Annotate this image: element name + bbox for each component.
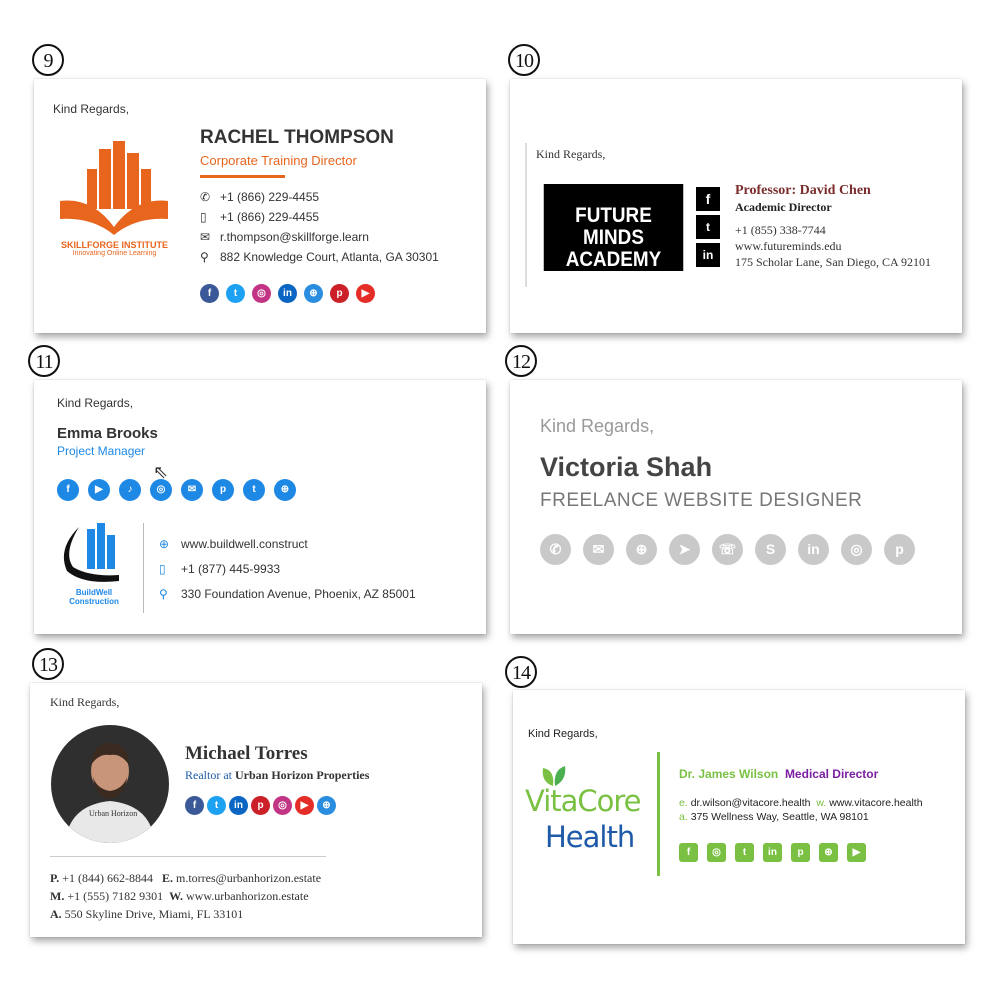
website-icon[interactable]: ⊕ xyxy=(626,534,657,565)
instagram-icon[interactable]: ◎ xyxy=(273,796,292,815)
instagram-icon[interactable]: ◎ xyxy=(150,479,172,501)
mouse-cursor-icon: ⇖ xyxy=(153,462,169,482)
card-number-12: 12 xyxy=(505,345,537,377)
twitter-icon[interactable]: t xyxy=(207,796,226,815)
contact-title: Corporate Training Director xyxy=(200,153,357,168)
pinterest-icon[interactable]: p xyxy=(791,843,810,862)
phone-value[interactable]: +1 (844) 662-8844 xyxy=(62,871,153,885)
address-value: 882 Knowledge Court, Atlanta, GA 30301 xyxy=(220,250,439,264)
social-icons xyxy=(679,842,875,862)
logo-line-1: FUTURE MINDS xyxy=(575,204,652,249)
contact-name: Professor: David Chen xyxy=(735,183,871,198)
youtube-icon[interactable]: ▶ xyxy=(295,796,314,815)
facebook-icon[interactable]: f xyxy=(57,479,79,501)
contact-name: Michael Torres xyxy=(185,743,308,764)
phone-value[interactable]: +1 (877) 445-9933 xyxy=(181,562,281,576)
signature-card-rachel-thompson xyxy=(34,79,486,333)
website-value[interactable]: www.vitacore.health xyxy=(829,797,923,809)
linkedin-icon[interactable]: in xyxy=(696,243,720,267)
contact-title: Academic Director xyxy=(735,200,832,214)
horizontal-divider xyxy=(50,856,326,857)
skillforge-logo-mark xyxy=(52,139,177,239)
social-icons xyxy=(185,796,339,815)
website-value[interactable]: www.urbanhorizon.estate xyxy=(186,889,309,903)
card-number-11: 11 xyxy=(28,345,60,377)
email-row xyxy=(200,227,439,247)
signature-card-michael-torres xyxy=(30,683,482,937)
contact-name: RACHEL THOMPSON xyxy=(200,127,394,148)
mobile-icon: ▯ xyxy=(200,210,207,224)
accent-divider xyxy=(200,175,285,178)
contact-row-1: e. dr.wilson@vitacore.health w. www.vitacore.health xyxy=(679,797,923,809)
card-number-13: 13 xyxy=(32,648,64,680)
email-icon[interactable]: ✉ xyxy=(181,479,203,501)
twitter-icon[interactable]: t xyxy=(243,479,265,501)
telegram-icon[interactable]: ➤ xyxy=(669,534,700,565)
future-minds-logo xyxy=(544,184,684,271)
mobile-icon: ▯ xyxy=(159,562,166,576)
vitacore-logo xyxy=(525,760,655,870)
email-value[interactable]: dr.wilson@vitacore.health xyxy=(690,797,811,809)
phone-row xyxy=(159,557,416,582)
twitter-icon[interactable]: t xyxy=(735,843,754,862)
website-icon[interactable]: ⊕ xyxy=(304,284,323,303)
skype-icon[interactable]: S xyxy=(755,534,786,565)
kind-regards: Kind Regards, xyxy=(528,728,598,740)
mobile-value[interactable]: +1 (555) 7182 9301 xyxy=(67,889,164,903)
email-value[interactable]: r.thompson@skillforge.learn xyxy=(220,230,369,244)
signature-card-victoria-shah xyxy=(510,380,962,634)
vertical-divider xyxy=(657,752,660,876)
linkedin-icon[interactable]: in xyxy=(229,796,248,815)
skillforge-logo xyxy=(52,139,177,259)
phone-icon: ✆ xyxy=(200,190,211,204)
twitter-icon[interactable]: t xyxy=(226,284,245,303)
role-line xyxy=(185,768,369,783)
location-pin-icon: ⚲ xyxy=(159,587,168,601)
buildwell-logo-mark xyxy=(59,523,129,583)
logo-line-2: ACADEMY xyxy=(565,248,662,271)
facebook-icon[interactable]: f xyxy=(679,843,698,862)
signature-card-david-chen xyxy=(510,79,962,333)
social-icons xyxy=(540,534,927,565)
email-value[interactable]: m.torres@urbanhorizon.estate xyxy=(176,871,322,885)
social-icons xyxy=(200,284,382,303)
contact-row-1: P. +1 (844) 662-8844 E. m.torres@urbanhorizon.estate xyxy=(50,871,322,885)
globe-icon: ⊕ xyxy=(159,537,170,551)
youtube-icon[interactable]: ▶ xyxy=(847,843,866,862)
email-icon[interactable]: ✉ xyxy=(583,534,614,565)
kind-regards: Kind Regards, xyxy=(536,147,606,161)
contact-title: Project Manager xyxy=(57,444,146,458)
name-line xyxy=(679,767,878,781)
address-row xyxy=(159,582,416,607)
website-icon[interactable]: ⊕ xyxy=(317,796,336,815)
kind-regards: Kind Regards, xyxy=(540,416,655,436)
instagram-icon[interactable]: ◎ xyxy=(841,534,872,565)
company-name: Urban Horizon Properties xyxy=(234,768,370,782)
avatar-portrait xyxy=(51,725,169,843)
address-value: 175 Scholar Lane, San Diego, CA 92101 xyxy=(735,255,931,269)
linkedin-icon[interactable]: in xyxy=(798,534,829,565)
mobile-value[interactable]: +1 (866) 229-4455 xyxy=(220,210,320,224)
role-label: Realtor at xyxy=(185,768,232,782)
email-icon: ✉ xyxy=(200,230,211,244)
social-icons xyxy=(57,479,305,501)
tiktok-icon[interactable]: ♪ xyxy=(119,479,141,501)
card-number-9: 9 xyxy=(32,44,64,76)
website-value[interactable]: www.buildwell.construct xyxy=(181,537,308,551)
left-rule xyxy=(525,143,527,287)
linkedin-icon[interactable]: in xyxy=(763,843,782,862)
contact-row-2: a. 375 Wellness Way, Seattle, WA 98101 xyxy=(679,811,869,823)
website-row xyxy=(159,532,416,557)
signature-card-james-wilson xyxy=(513,690,965,944)
pinterest-icon[interactable]: p xyxy=(251,796,270,815)
contact-name: Dr. James Wilson xyxy=(679,767,779,781)
kind-regards: Kind Regards, xyxy=(50,695,120,709)
skillforge-logo-tagline: Innovating Online Learning xyxy=(72,250,157,257)
mobile-row xyxy=(200,207,439,227)
whatsapp-icon[interactable]: ☏ xyxy=(712,534,743,565)
instagram-icon[interactable]: ◎ xyxy=(252,284,271,303)
phone-icon[interactable]: ✆ xyxy=(540,534,571,565)
phone-value[interactable]: +1 (855) 338-7744 xyxy=(735,223,826,237)
logo-line-2: Construction xyxy=(69,597,119,606)
logo-line-1: VitaCore xyxy=(525,784,641,818)
kind-regards: Kind Regards, xyxy=(53,102,130,116)
contact-name: Victoria Shah xyxy=(540,452,713,482)
contact-title: Medical Director xyxy=(784,767,879,781)
phone-row xyxy=(200,187,439,207)
contact-name: Emma Brooks xyxy=(57,425,158,442)
buildwell-logo xyxy=(54,523,134,613)
youtube-icon[interactable]: ▶ xyxy=(88,479,110,501)
contact-row-2: M. +1 (555) 7182 9301 W. www.urbanhorizon.estate xyxy=(50,889,309,903)
pinterest-icon[interactable]: p xyxy=(330,284,349,303)
address-value: 330 Foundation Avenue, Phoenix, AZ 85001 xyxy=(181,587,416,601)
logo-line-2: Health xyxy=(545,820,635,854)
signature-card-emma-brooks xyxy=(34,380,486,634)
phone-value[interactable]: +1 (866) 229-4455 xyxy=(220,190,320,204)
facebook-icon[interactable]: f xyxy=(696,187,720,211)
kind-regards: Kind Regards, xyxy=(57,396,134,410)
logo-line-1: BuildWell xyxy=(75,588,113,597)
shirt-logo-text: Urban Horizon xyxy=(89,809,138,818)
linkedin-icon[interactable]: in xyxy=(278,284,297,303)
location-pin-icon: ⚲ xyxy=(200,250,209,264)
pinterest-icon[interactable]: p xyxy=(884,534,915,565)
address-value: 375 Wellness Way, Seattle, WA 98101 xyxy=(690,811,869,823)
facebook-icon[interactable]: f xyxy=(185,796,204,815)
twitter-icon[interactable]: t xyxy=(696,215,720,239)
contact-title: FREELANCE WEBSITE DESIGNER xyxy=(540,490,863,511)
instagram-icon[interactable]: ◎ xyxy=(707,843,726,862)
vertical-divider xyxy=(143,523,144,613)
website-icon[interactable]: ⊕ xyxy=(819,843,838,862)
facebook-icon[interactable]: f xyxy=(200,284,219,303)
skillforge-logo-name: SKILLFORGE INSTITUTE xyxy=(61,240,168,250)
pinterest-icon[interactable]: p xyxy=(212,479,234,501)
card-number-10: 10 xyxy=(508,44,540,76)
website-icon[interactable]: ⊕ xyxy=(274,479,296,501)
youtube-icon[interactable]: ▶ xyxy=(356,284,375,303)
card-number-14: 14 xyxy=(505,656,537,688)
address-row xyxy=(200,247,439,267)
address-value: 550 Skyline Drive, Miami, FL 33101 xyxy=(64,907,244,921)
avatar xyxy=(51,725,169,843)
website-value[interactable]: www.futureminds.edu xyxy=(735,239,842,253)
contact-row-3: A. 550 Skyline Drive, Miami, FL 33101 xyxy=(50,907,244,921)
